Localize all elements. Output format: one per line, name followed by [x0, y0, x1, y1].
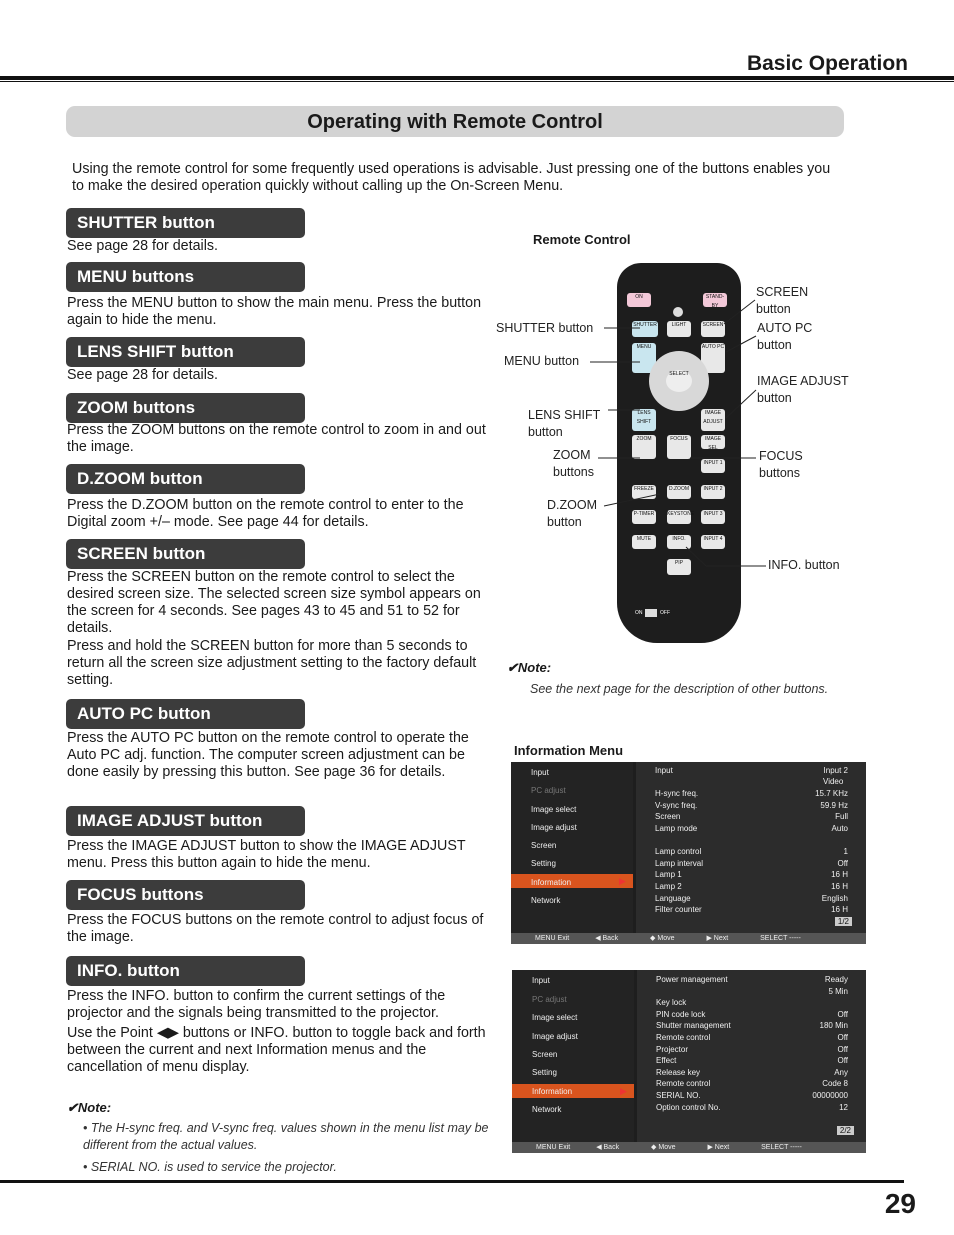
info-row-label: Key lock: [656, 998, 687, 1008]
page-number: 29: [884, 1188, 916, 1219]
point-arrows-icon: ◀▶: [156, 1025, 179, 1041]
dzoom-text: Press the D.ZOOM button on the remote control to enter to the Digital zoom +/– mode. See page 44 for details.: [67, 497, 464, 531]
info-row-value: 16 H: [831, 905, 848, 915]
callout-shutter: SHUTTER button: [496, 321, 594, 335]
menu2-item-setting[interactable]: Setting: [532, 1068, 557, 1077]
callout-zoom: ZOOM buttons: [553, 448, 595, 479]
info-row-value: 12: [839, 1102, 848, 1112]
dzoom-line: [604, 494, 660, 506]
info-row-value: Off: [837, 1056, 848, 1066]
screen-text: Press the SCREEN button on the remote control to select the desired screen size. The selected screen size symbol appears on the screen for 4 seconds. See pages 43 to 45 and 51 to 52 for details.: [67, 569, 481, 637]
note-item-1: • The H-sync freq. and V-sync freq. values shown in the menu list may be different from the actual values.: [83, 1121, 489, 1152]
menu-item-information[interactable]: Information: [531, 878, 572, 887]
power-off-label: OFF: [660, 610, 670, 616]
info-row-value: 5 Min: [828, 986, 848, 996]
menu-key: MENU: [632, 343, 656, 373]
info-row-label: Remote control: [656, 1033, 711, 1042]
info-row-label: Screen: [655, 812, 681, 822]
screen-key: SCREEN: [701, 321, 725, 337]
focus-text: Press the FOCUS buttons on the remote control to adjust focus of the image.: [67, 912, 484, 946]
page-indicator-2: 2/2: [837, 1126, 854, 1135]
menu2-item-imageadjust[interactable]: Image adjust: [532, 1032, 578, 1041]
callout-dzoom: D.ZOOM button: [547, 498, 597, 529]
zoom-key: ZOOM: [632, 435, 656, 459]
info-line-b: [686, 547, 706, 566]
callout-imageadjust: IMAGE ADJUST button: [757, 374, 849, 405]
info-row-value: 16 H: [831, 870, 848, 880]
info-heading: INFO. button: [66, 956, 305, 986]
foot-select: SELECT -----: [760, 935, 801, 942]
info-row-label: Lamp control: [655, 847, 702, 857]
input-sub-value: Video: [823, 777, 844, 786]
shutter-key: SHUTTER: [632, 321, 658, 337]
callout-info: INFO. button: [768, 558, 840, 572]
menu-item-pcadjust[interactable]: PC adjust: [531, 786, 566, 795]
menu-item-imageselect[interactable]: Image select: [531, 805, 577, 814]
info-row-label: PIN code lock: [656, 1009, 706, 1019]
info-row-value: Full: [835, 812, 848, 822]
info-row-label: Remote control: [656, 1079, 711, 1089]
info-row-label: V-sync freq.: [655, 800, 698, 810]
screen-heading: SCREEN button: [66, 539, 305, 569]
info-row-label: Option control No.: [656, 1102, 721, 1112]
lensshift-key: LENS SHIFT: [632, 409, 656, 431]
info-row-value: Off: [837, 1033, 848, 1042]
info-text-2a: Use the Point: [67, 1025, 153, 1041]
menu-sidebar: [511, 762, 633, 944]
info-row-value: Ready: [824, 975, 848, 984]
info-row-label: Shutter management: [656, 1021, 731, 1031]
callout-focus: FOCUS buttons: [759, 449, 803, 480]
info-row-value: 1: [843, 847, 848, 857]
imageadjust-key: IMAGE ADJUST: [701, 409, 725, 431]
info-row-value: 00000000: [812, 1091, 848, 1100]
info-row-value: Auto: [831, 824, 848, 833]
info-row-label: Input: [655, 766, 673, 775]
lensshift-text: See page 28 for details.: [67, 367, 219, 383]
imagesel-key: IMAGE SEL: [701, 435, 725, 449]
intro-text: Using the remote control for some frequently used operations is advisable. Just pressing one of the buttons enables you to make the desired operation quickly without calling up the On-Screen Menu.: [72, 161, 831, 194]
shutter-text: See page 28 for details.: [67, 238, 219, 254]
menu2-item-imageselect[interactable]: Image select: [532, 1013, 578, 1022]
power-on-label: ON: [635, 610, 643, 616]
menu-pointer-icon-2: ▶: [620, 1086, 627, 1096]
foot-move: ◆ Move: [650, 935, 675, 942]
shutter-heading: SHUTTER button: [66, 208, 305, 238]
menu2-item-network[interactable]: Network: [532, 1105, 562, 1114]
info-row-value: Code 8: [822, 1079, 848, 1089]
callout-autopc: AUTO PC button: [757, 321, 813, 352]
note-heading-left: ✔Note:: [67, 1100, 112, 1115]
info-menu-page1: [511, 762, 866, 944]
footer-rule: [0, 1180, 904, 1183]
info-row-value: 15.7 KHz: [815, 789, 848, 799]
foot2-move: ◆ Move: [651, 1144, 676, 1151]
light-key: LIGHT: [667, 321, 691, 337]
callout-screen: SCREEN button: [756, 285, 809, 316]
imageadjust-heading: IMAGE ADJUST button: [66, 806, 305, 836]
info-row-label: Filter counter: [655, 905, 702, 915]
foot-back: ◀ Back: [595, 935, 619, 942]
foot2-next: ▶ Next: [707, 1144, 730, 1151]
menu-pointer-icon: ▶: [619, 876, 626, 886]
note-heading-right: ✔Note:: [507, 660, 552, 675]
pip-key: PIP: [667, 559, 691, 575]
menu-item-screen[interactable]: Screen: [531, 841, 557, 850]
dzoom-key: D.ZOOM: [667, 485, 691, 499]
menu-heading: MENU buttons: [66, 262, 305, 292]
info-row-label: Effect: [656, 1056, 677, 1066]
menu-item-imageadjust[interactable]: Image adjust: [531, 823, 577, 832]
screen-text-2: Press and hold the SCREEN button for more than 5 seconds to return all the screen size adjustment setting to the factory default setting.: [67, 638, 477, 689]
foot2-back: ◀ Back: [596, 1144, 620, 1151]
info-row-value: English: [821, 893, 848, 903]
info-menu-label: Information Menu: [514, 743, 624, 758]
info-row-value: 59.9 Hz: [820, 800, 848, 810]
lensshift-heading: LENS SHIFT button: [66, 337, 305, 367]
input4-key: INPUT 4: [701, 535, 725, 549]
info-row-label: Lamp interval: [655, 858, 704, 868]
autopc-key: AUTO PC: [701, 343, 725, 373]
callout-lensshift: LENS SHIFT button: [528, 408, 601, 439]
keystone-key: KEYSTONE: [667, 510, 691, 524]
menu2-item-information[interactable]: Information: [532, 1087, 573, 1096]
note-text-right: See the next page for the description of other buttons.: [530, 682, 829, 696]
screen-line: [724, 300, 755, 324]
info-row-value: Any: [834, 1067, 848, 1077]
note-item-2: • SERIAL NO. is used to service the projector.: [83, 1160, 337, 1174]
info-text: Press the INFO. button to confirm the current settings of the projector and the signals being transmitted to the projector.: [67, 988, 446, 1022]
input1-key: INPUT 1: [701, 459, 725, 473]
menu2-item-screen[interactable]: Screen: [532, 1050, 558, 1059]
menu-text: Press the MENU button to show the main menu. Press the button again to hide the menu.: [67, 295, 482, 329]
menu-item-setting[interactable]: Setting: [531, 859, 556, 868]
info-row-label: H-sync freq.: [655, 789, 699, 799]
menu-footer-2: [512, 1142, 866, 1153]
mute-key: MUTE: [632, 535, 656, 549]
page-title: Operating with Remote Control: [307, 111, 603, 133]
input3-key: INPUT 3: [701, 510, 725, 524]
autopc-text: Press the AUTO PC button on the remote control to operate the Auto PC adj. function. The computer screen adjustment can be done easily by pressing this button. See page 36 for details.: [67, 730, 469, 781]
dzoom-heading: D.ZOOM button: [66, 464, 305, 494]
menu-highlight-2: [512, 1084, 634, 1098]
remote-label: Remote Control: [533, 232, 631, 247]
input2-key: INPUT 2: [701, 485, 725, 499]
imageadj-line: [726, 390, 756, 418]
info-row-value: Off: [837, 1044, 848, 1054]
info-row-label: Release key: [656, 1067, 701, 1077]
info-menu-page2: [512, 970, 866, 1153]
foot2-select: SELECT -----: [761, 1144, 802, 1151]
standby-key: STAND-BY: [703, 293, 727, 307]
focus-key: FOCUS: [667, 435, 691, 459]
callout-menu: MENU button: [504, 354, 580, 368]
menu-item-network[interactable]: Network: [531, 896, 561, 905]
info-row-value: Input 2: [823, 766, 848, 775]
on-key: ON: [627, 293, 651, 307]
info-row-label: Projector: [656, 1044, 689, 1054]
menu-item-input[interactable]: Input: [531, 768, 549, 777]
menu-footer-1: [511, 933, 866, 944]
focus-heading: FOCUS buttons: [66, 880, 305, 910]
imageadjust-text: Press the IMAGE ADJUST button to show the IMAGE ADJUST menu. Press this button again to hide the menu.: [67, 838, 466, 872]
info-row-label: SERIAL NO.: [656, 1091, 701, 1100]
page-indicator-1: 1/2: [835, 917, 852, 926]
info-row-label: Lamp 1: [655, 870, 682, 880]
info-row-value: Off: [837, 1009, 848, 1019]
info-row-label: Lamp mode: [655, 824, 698, 833]
info-row-value: 16 H: [831, 882, 848, 891]
zoom-text: Press the ZOOM buttons on the remote control to zoom in and out the image.: [67, 422, 486, 456]
zoom-heading: ZOOM buttons: [66, 393, 305, 423]
freeze-key: FREEZE: [632, 485, 656, 499]
menu2-item-input[interactable]: Input: [532, 976, 550, 985]
autopc-line: [726, 336, 756, 352]
menu-sidebar-2: [512, 970, 634, 1153]
foot-exit: MENU Exit: [535, 935, 570, 942]
info-text-2b: buttons or INFO. button to toggle back and forth between the current and next Information menus and the cancellation of menu display.: [67, 1025, 486, 1076]
menu-highlight: [511, 874, 633, 888]
info-row-label: Power management: [656, 975, 728, 984]
info-row-label: Language: [655, 893, 691, 903]
foot2-exit: MENU Exit: [536, 1144, 571, 1151]
autopc-heading: AUTO PC button: [66, 699, 305, 729]
section-title: Basic Operation: [746, 52, 908, 75]
info-row-value: 180 Min: [819, 1021, 848, 1031]
info-key: INFO.: [667, 535, 691, 549]
info-row-label: Lamp 2: [655, 882, 682, 891]
foot-next: ▶ Next: [706, 935, 729, 942]
menu2-item-pcadjust[interactable]: PC adjust: [532, 995, 567, 1004]
ptimer-key: P-TIMER: [632, 510, 656, 524]
select-key: SELECT: [666, 370, 692, 392]
info-row-value: Off: [837, 858, 848, 868]
